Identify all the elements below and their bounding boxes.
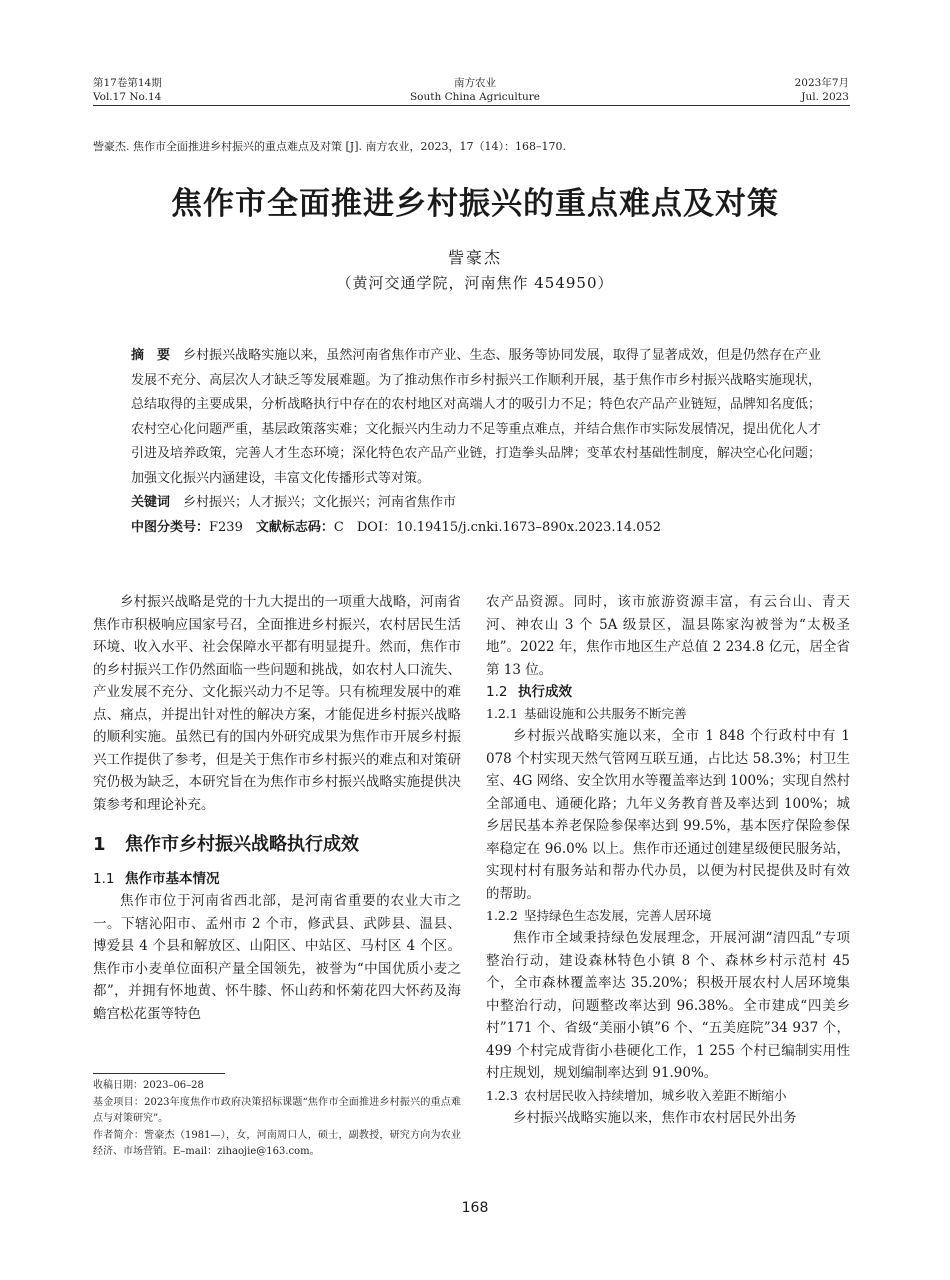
volume-issue-en: Vol.17 No.14 bbox=[93, 91, 162, 103]
received-date: 收稿日期：2023–06–28 bbox=[93, 1080, 204, 1091]
abstract-block bbox=[131, 344, 821, 540]
journal-date bbox=[795, 76, 849, 104]
clc-label: 中图分类号： bbox=[131, 519, 210, 535]
section-number: 1 bbox=[93, 834, 106, 855]
citation: 訾豪杰. 焦作市全面推进乡村振兴的重点难点及对策 [J]. 南方农业，2023，17（14）：168–170. bbox=[93, 140, 566, 153]
subsection-1-2-2-heading bbox=[486, 905, 850, 927]
doi-value: 10.19415/j.cnki.1673–890x.2023.14.052 bbox=[396, 519, 662, 535]
intro-paragraph: 乡村振兴战略是党的十九大提出的一项重大战略，河南省焦作市积极响应国家号召，全面推进乡村振兴，农村居民生活环境、收入水平、社会保障水平都有明显提升。然而，焦作市的乡村振兴工作仍然面临一些问题和挑战，如农村人口流失、产业发展不充分、文化振兴动力不足等。只有梳理发展中的难点、痛点，并提出针对性的解决方案，才能促进乡村振兴战略的顺利实施。虽然已有的国内外研究成果为焦作市开展乡村振兴工作提供了参考，但是关于焦作市乡村振兴的难点和对策研究仍极为缺乏，本研究旨在为焦作市乡村振兴战略实施提供决策参考和理论补充。 bbox=[93, 594, 461, 813]
subsection-1-2-3-heading bbox=[486, 1085, 850, 1107]
volume-issue-cn: 第17卷第14期 bbox=[93, 77, 162, 89]
fund-info: 基金项目：2023年度焦作市政府决策招标课题“焦作市全面推进乡村振兴的重点难点与对策研究”。 bbox=[93, 1096, 461, 1124]
footnote-divider bbox=[93, 1073, 225, 1074]
keywords-text: 乡村振兴；人才振兴；文化振兴；河南省焦作市 bbox=[183, 495, 457, 510]
paragraph-1-1: 焦作市位于河南省西北部，是河南省重要的农业大市之一。下辖沁阳市、孟州市 2 个市，修武县、武陟县、温县、博爱县 4 个县和解放区、山阳区、中站区、马村区 4 个区。焦作市小麦单位面积产量全国领先，被誉为“中国优质小麦之都”，并拥有怀地黄、怀牛膝、怀山药和怀菊花四大怀药及海蟾宫松花蛋等特色 bbox=[93, 893, 461, 1022]
date-en: Jul. 2023 bbox=[801, 91, 849, 103]
keywords-line bbox=[131, 491, 821, 516]
subsection-title: 执行成效 bbox=[518, 684, 572, 700]
abstract-paragraph bbox=[131, 344, 821, 491]
paragraph-1-2-3: 乡村振兴战略实施以来，焦作市农村居民外出务 bbox=[513, 1109, 797, 1126]
right-column bbox=[486, 591, 850, 1129]
subsection-number: 1.2.2 bbox=[486, 908, 518, 923]
doi-label: DOI： bbox=[356, 519, 397, 535]
footnotes bbox=[93, 1078, 461, 1161]
abstract-label: 摘 要 bbox=[131, 348, 171, 363]
paper-title: 焦作市全面推进乡村振兴的重点难点及对策 bbox=[171, 186, 779, 222]
paragraph-1-1-continued: 农产品资源。同时，该市旅游资源丰富，有云台山、青天河、神农山 3 个 5A 级景区，温县陈家沟被誉为“太极圣地”。2022 年，焦作市地区生产总值 2 234.8 亿元，居全省第 13 位。 bbox=[486, 594, 850, 678]
classification-line bbox=[131, 516, 821, 541]
page-number: 168 bbox=[461, 1200, 489, 1216]
subsection-number: 1.2.3 bbox=[486, 1087, 518, 1103]
date-cn: 2023年7月 bbox=[794, 77, 849, 89]
paragraph-1-2-1: 乡村振兴战略实施以来，全市 1 848 个行政村中有 1 078 个村实现天然气管网互联互通，占比达 58.3%；村卫生室、4G 网络、安全饮用水等覆盖率达到 100%；实现自然村全部通电、通硬化路；九年义务教育普及率达到 100%；城乡居民基本养老保险参保率达到 99.5%，基本医疗保险参保率稳定在 96.0% 以上。焦作市还通过创建星级便民服务站，实现村村有服务站和帮办代办员，以便为村民提供及时有效的帮助。 bbox=[486, 728, 850, 902]
subsection-1-2-1-heading bbox=[486, 703, 850, 725]
author-affiliation: （黄河交通学院，河南焦作 454950） bbox=[336, 274, 614, 292]
author-name: 訾豪杰 bbox=[447, 248, 502, 267]
journal-name-cn: 南方农业 bbox=[454, 77, 496, 89]
doc-code-label: 文献标志码： bbox=[255, 519, 334, 535]
subsection-title: 基础设施和公共服务不断完善 bbox=[524, 706, 687, 721]
subsection-number: 1.2.1 bbox=[486, 706, 518, 721]
subsection-title: 坚持绿色生态发展，完善人居环境 bbox=[524, 908, 712, 923]
journal-name-en: South China Agriculture bbox=[409, 91, 540, 103]
doc-code-value: C bbox=[333, 519, 344, 535]
header-divider bbox=[93, 105, 850, 106]
author-bio: 作者简介：訾豪杰（1981—），女，河南周口人，硕士，副教授，研究方向为农业经济、市场营销。E–mail：zihaojie@163.com。 bbox=[93, 1129, 461, 1157]
subsection-number: 1.1 bbox=[93, 871, 115, 887]
section-1-heading bbox=[93, 832, 461, 858]
abstract-text: 乡村振兴战略实施以来，虽然河南省焦作市产业、生态、服务等协同发展，取得了显著成效，但是仍然存在产业发展不充分、高层次人才缺乏等发展难题。为了推动焦作市乡村振兴工作顺利开展，基于焦作市乡村振兴战略实施现状，总结取得的主要成果，分析战略执行中存在的农村地区对高端人才的吸引力不足；特色农产品产业链短，品牌知名度低；农村空心化问题严重，基层政策落实难；文化振兴内生动力不足等重点难点，并结合焦作市实际发展情况，提出优化人才引进及培养政策，完善人才生态环境；深化特色农产品产业链，打造拳头品牌；变革农村基础性制度，解决空心化问题；加强文化振兴内涵建设，丰富文化传播形式等对策。 bbox=[131, 348, 821, 486]
keywords-label: 关键词 bbox=[131, 495, 171, 510]
subsection-number: 1.2 bbox=[486, 684, 508, 700]
clc-value: F239 bbox=[209, 519, 243, 535]
subsection-1-1-heading bbox=[93, 868, 461, 890]
subsection-1-2-heading bbox=[486, 681, 850, 703]
left-column bbox=[93, 591, 461, 1025]
subsection-title: 焦作市基本情况 bbox=[125, 871, 220, 887]
subsection-title: 农村居民收入持续增加，城乡收入差距不断缩小 bbox=[524, 1087, 787, 1103]
section-title: 焦作市乡村振兴战略执行成效 bbox=[125, 834, 359, 855]
paragraph-1-2-2: 焦作市全域秉持绿色发展理念，开展河湖“清四乱”专项整治行动，建设森林特色小镇 8 个、森林乡村示范村 45 个，全市森林覆盖率达 35.20%；积极开展农村人居环境集中整治行动，问题整改率达到 96.38%。全市建成“四美乡村”171 个、省级“美丽小镇”6 个、“五美庭院”34 937 个，499 个村完成背街小巷硬化工作，1 255 个村已编制实用性村庄规划，规划编制率达到 91.90%。 bbox=[486, 930, 850, 1081]
